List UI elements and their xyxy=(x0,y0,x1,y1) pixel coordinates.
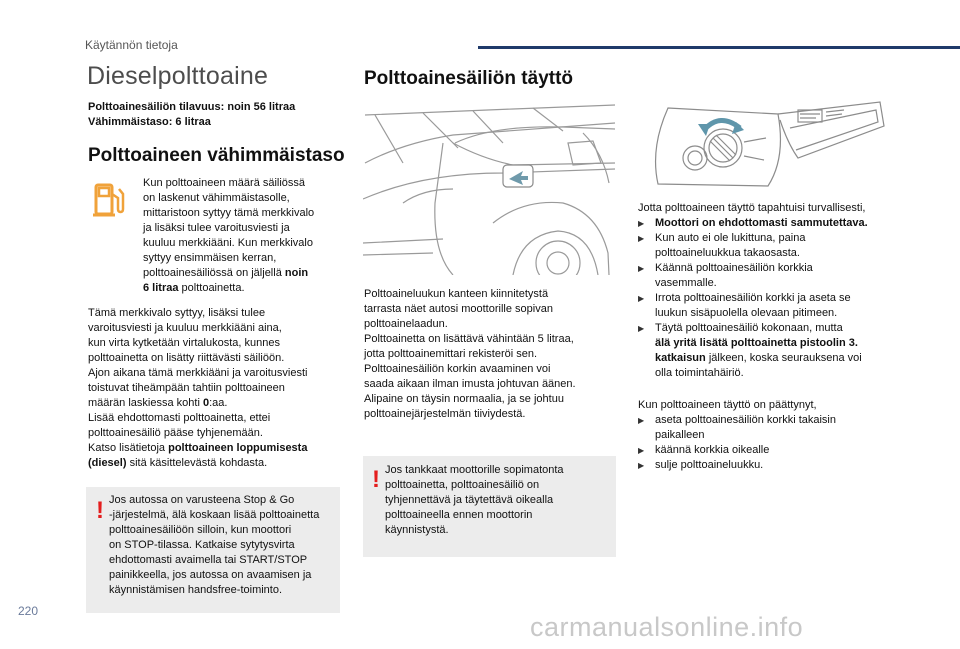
capacity-info xyxy=(88,100,295,130)
section-heading-minimum-level: Polttoaineen vähimmäistaso xyxy=(88,145,345,166)
warning-exclamation-icon: ! xyxy=(96,497,104,524)
page-title: Dieselpolttoaine xyxy=(87,62,269,90)
watermark: carmanualsonline.info xyxy=(530,612,804,642)
list-item: ▶ Täytä polttoainesäiliö kokonaan, mutta älä yritä lisätä polttoainetta pistoolin 3. katkaisun jälkeen, koska seurauksena voi olla toimintahäiriö. xyxy=(638,321,908,381)
page-number: 220 xyxy=(18,604,39,618)
wrong-fuel-warning-text: Jos tankkaat moottorille sopimatonta polttoainetta, polttoainesäiliö on tyhjennettävä ja täytettävä oikealla polttoaineella ennen moottorin käynnistystä. xyxy=(385,464,564,536)
stop-and-go-warning-box xyxy=(86,487,340,613)
warning-lamp-description: Kun polttoaineen määrä säiliössä on laskenut vähimmäistasolle, mittaristoon syttyy tämä merkkivalo ja lisäksi tulee varoitusviesti ja kuuluu merkkiääni. Kun merkkivalo syttyy ensimmäisen kerran, polttoainesäiliössä on jäljellä noin 6 litraa polttoainetta. xyxy=(143,177,315,294)
fuel-warning-lamp-icon xyxy=(90,180,128,220)
header-rule xyxy=(478,46,960,49)
low-fuel-body-text: Tämä merkkivalo syttyy, lisäksi tulee varoitusviesti ja kuuluu merkkiääni aina, kun virta kytketään virtalukosta, kunnes polttoainetta on lisätty riittävästi säiliöön. Ajon aikana tämä merkkiääni ja varoitusviesti toistuvat tiheämpään tahtiin polttoaineen määrän laskiessa kohti 0:aa. Lisää ehdottomasti polttoainetta, ettei polttoainesäiliö pääse tyhjenemään. Katso lisätietoja polttoaineen loppumisesta (diesel) sitä käsittelevästä kohdasta. xyxy=(88,307,308,469)
stop-and-go-warning-text: Jos autossa on varusteena Stop & Go -järjestelmä, älä koskaan lisää polttoainetta polttoainesäiliöön silloin, kun moottori on STOP-tilassa. Katkaise sytytysvirta ehdottomasti avaimella tai START/STOP painikkeella, jos autossa on avaamisen ja käynnistämisen handsfree-toiminto. xyxy=(109,494,320,596)
warning-exclamation-icon: ! xyxy=(372,466,380,493)
list-item: ▶ Kun auto ei ole lukittuna, paina polttoaineluukkua takaosasta. xyxy=(638,231,908,261)
after-refuelling-intro: Kun polttoaineen täyttö on päättynyt, xyxy=(638,399,817,411)
section-label: Käytännön tietoja xyxy=(85,38,178,52)
refuelling-body-text: Polttoaineluukun kanteen kiinnitetystä tarrasta näet autosi moottorille sopivan polttoainelaadun. Polttoainetta on lisättävä vähintään 5 litraa, jotta polttoainemittari rekisteröi sen. Polttoainesäiliön korkin avaaminen voi saada aikaan ilman imusta johtuvan äänen. Alipaine on täysin normaalia, ja se johtuu polttoainejärjestelmän tiiviydestä. xyxy=(364,288,576,420)
wrong-fuel-warning-box xyxy=(363,456,616,557)
list-item: ▶ aseta polttoainesäiliön korkki takaisin paikalleen xyxy=(638,413,908,443)
list-item: ▶ Moottori on ehdottomasti sammutettava. xyxy=(638,216,908,231)
fuel-cap-illustration xyxy=(648,98,886,190)
safe-refuelling-intro: Jotta polttoaineen täyttö tapahtuisi turvallisesti, xyxy=(638,202,866,214)
minimum-level-line: Vähimmäistaso: 6 litraa xyxy=(88,116,211,128)
capacity-line: Polttoainesäiliön tilavuus: noin 56 litraa xyxy=(88,101,296,113)
after-refuelling-steps xyxy=(638,413,908,473)
refuelling-steps xyxy=(638,216,908,381)
car-rear-fuel-flap-illustration xyxy=(363,103,616,275)
list-item: ▶ Käännä polttoainesäiliön korkkia vasemmalle. xyxy=(638,261,908,291)
list-item: ▶ käännä korkkia oikealle xyxy=(638,443,908,458)
list-item: ▶ sulje polttoaineluukku. xyxy=(638,458,908,473)
section-heading-refuelling: Polttoainesäiliön täyttö xyxy=(364,68,574,89)
list-item: ▶ Irrota polttoainesäiliön korkki ja aseta se luukun sisäpuolella olevaan pitimeen. xyxy=(638,291,908,321)
